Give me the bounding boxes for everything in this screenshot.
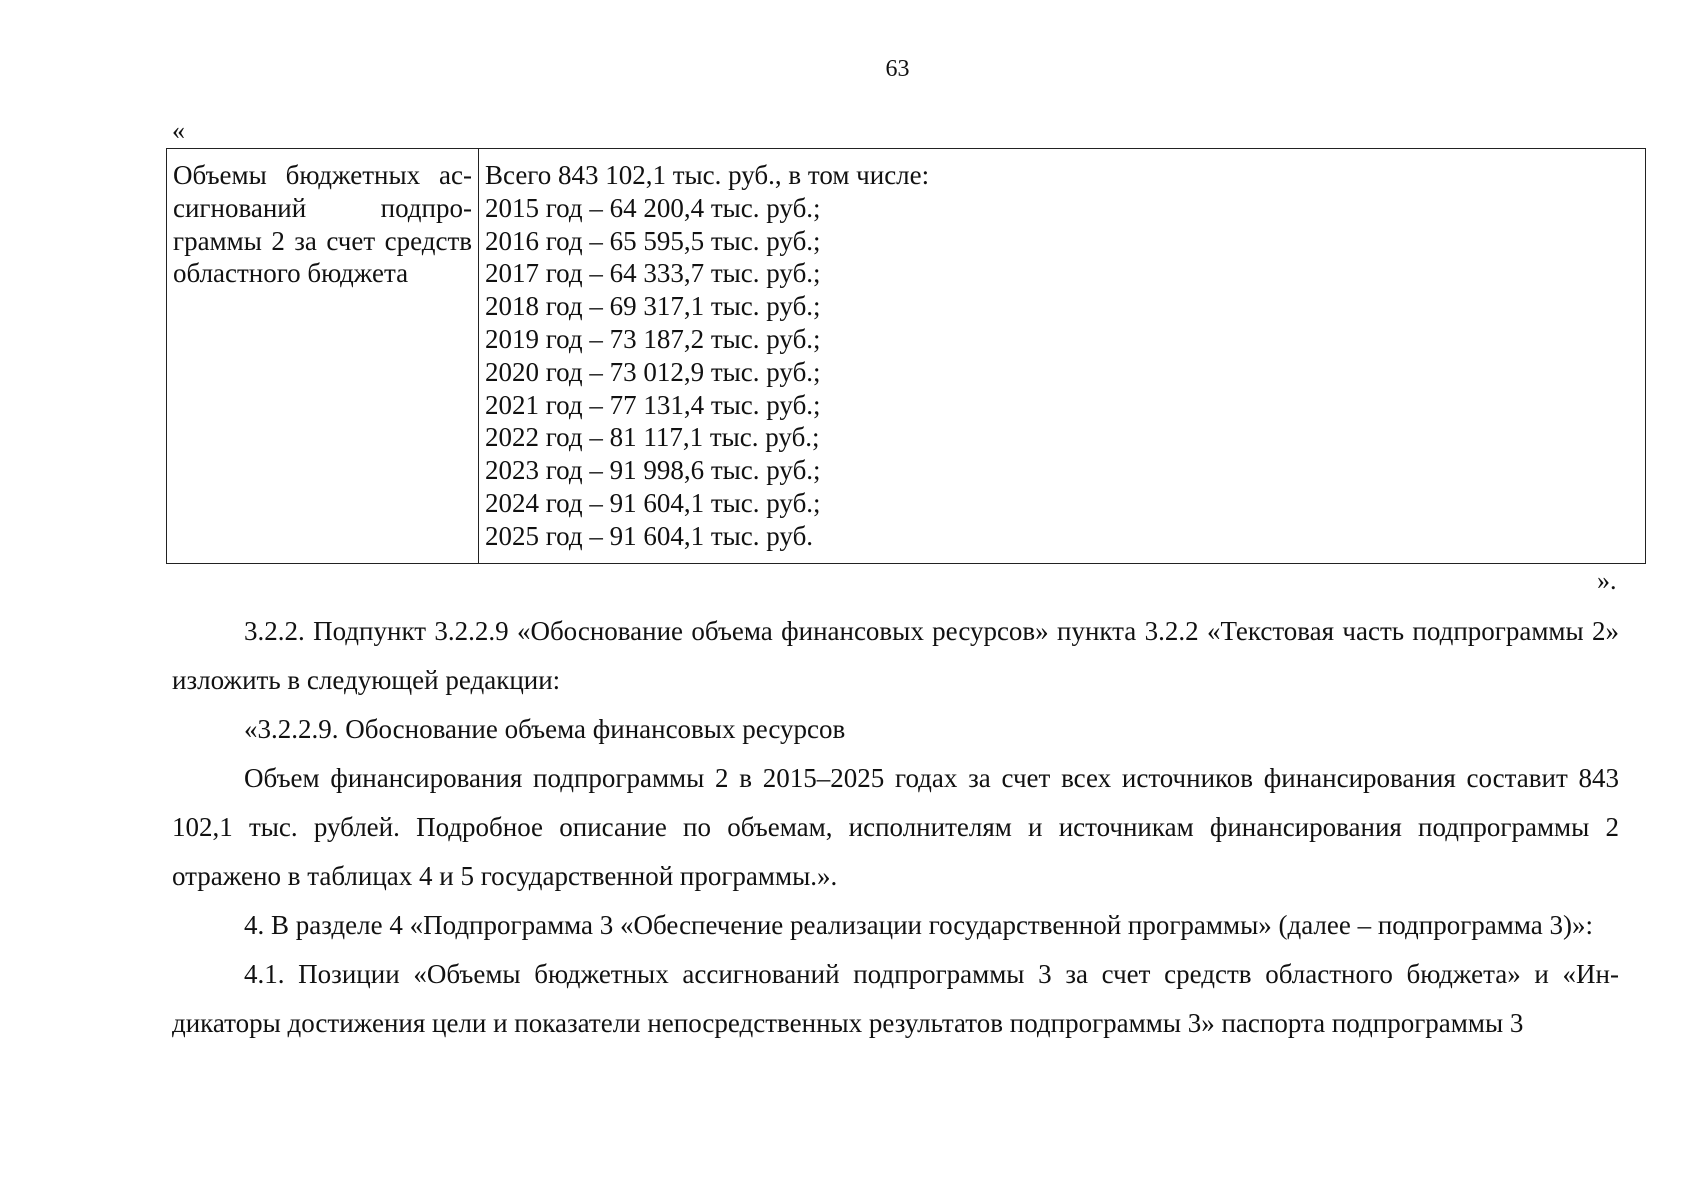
budget-label-cell: Объемы бюджетных ассигнований подпрограммы 2 за счет средств областного бюджета — [167, 149, 479, 564]
funding-year-line: 2018 год – 69 317,1 тыс. руб.; — [485, 291, 821, 322]
funding-year-line: 2023 год – 91 998,6 тыс. руб.; — [485, 455, 821, 486]
table-close-quote: ». — [1597, 566, 1617, 595]
paragraph: 4. В разделе 4 «Подпрограмма 3 «Обеспечение реализации государственной программы» (далее – подпрограмма 3)»: — [244, 910, 1593, 940]
paragraph: 4.1. Позиции «Объемы бюджетных ассигнований подпрограммы 3 за счет средств областного бюджета» и «Индикаторы достижения цели и показатели непосредственных результатов подпрограммы 3» паспорта подпрограммы 3 — [172, 959, 1619, 1038]
page-number: 63 — [885, 56, 910, 82]
funding-total-line: Всего 843 102,1 тыс. руб., в том числе: — [485, 160, 930, 190]
funding-year-line: 2024 год – 91 604,1 тыс. руб.; — [485, 487, 821, 518]
document-body — [172, 607, 1619, 1048]
funding-year-line: 2022 год – 81 117,1 тыс. руб.; — [485, 422, 820, 453]
paragraph: «3.2.2.9. Обоснование объема финансовых ресурсов — [244, 714, 846, 744]
budget-values-cell — [479, 149, 1646, 564]
funding-year-line: 2021 год – 77 131,4 тыс. руб.; — [485, 389, 821, 420]
budget-passport-table — [166, 148, 1646, 564]
paragraph: 3.2.2. Подпункт 3.2.2.9 «Обоснование объема финансовых ресурсов» пункта 3.2.2 «Текстовая часть подпрограммы 2» изложить в следующей редакции: — [172, 616, 1619, 695]
table-open-quote: « — [172, 116, 185, 145]
funding-year-line: 2025 год – 91 604,1 тыс. руб. — [485, 520, 814, 551]
paragraph: Объем финансирования подпрограммы 2 в 2015–2025 годах за счет всех источников финансирования составит 843 102,1 тыс. рублей. Подробное описание по объемам, исполнителям и источникам финансирования подпрограммы 2 отражено в таблицах 4 и 5 государственной программы.». — [172, 763, 1619, 891]
funding-year-line: 2019 год – 73 187,2 тыс. руб.; — [485, 323, 821, 354]
funding-year-line: 2017 год – 64 333,7 тыс. руб.; — [485, 258, 821, 289]
funding-year-line: 2020 год – 73 012,9 тыс. руб.; — [485, 356, 821, 387]
funding-year-line: 2016 год – 65 595,5 тыс. руб.; — [485, 225, 821, 256]
table-row — [167, 149, 1646, 564]
funding-year-line: 2015 год – 64 200,4 тыс. руб.; — [485, 192, 821, 223]
